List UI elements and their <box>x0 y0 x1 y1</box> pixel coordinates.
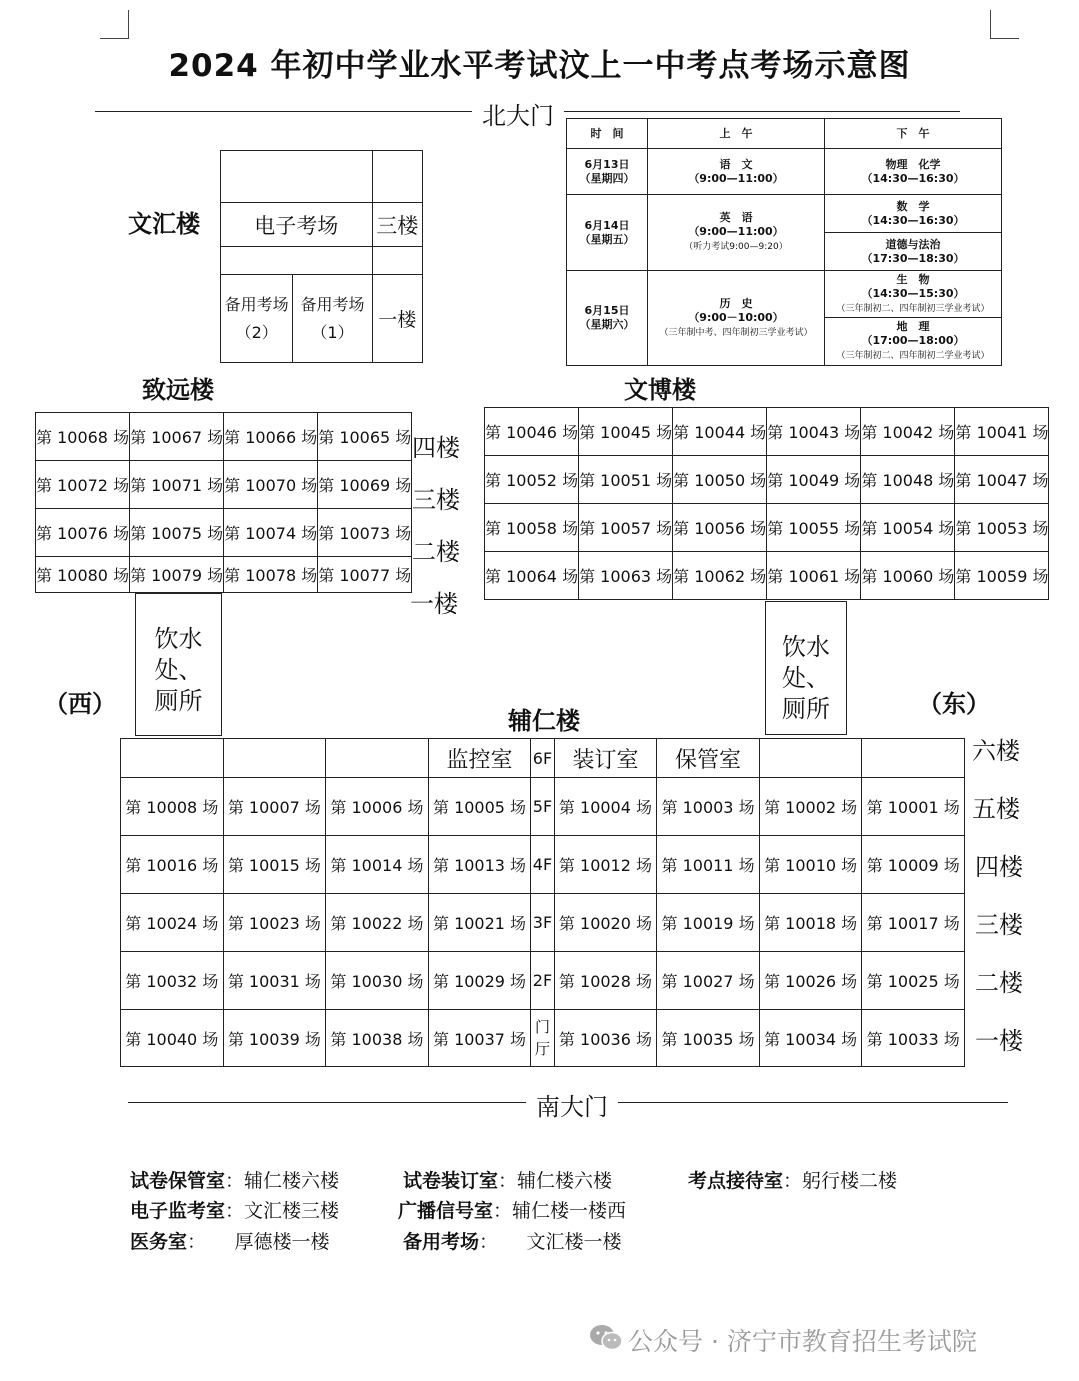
wenhui-floor1-label: 一楼 <box>372 275 422 363</box>
info-paper-binding: 试卷装订室：辅仁楼六楼 <box>403 1170 613 1192</box>
exam-room: 第 10068 场 <box>36 413 130 461</box>
exam-room: 第 10063 场 <box>579 552 673 600</box>
exam-room: 第 10033 场 <box>862 1010 965 1067</box>
exam-room: 第 10022 场 <box>326 894 429 952</box>
exam-room: 第 10034 场 <box>759 1010 862 1067</box>
wenbo-building-name: 文博楼 <box>624 376 696 404</box>
exam-room: 第 10009 场 <box>862 836 965 894</box>
exam-room: 第 10029 场 <box>428 952 531 1010</box>
wenhui-building <box>220 150 423 363</box>
exam-room: 第 10058 场 <box>485 504 579 552</box>
crop-mark-left <box>100 10 129 39</box>
zhiyuan-building-name: 致远楼 <box>142 376 214 404</box>
furen-building <box>120 738 965 1067</box>
exam-room: 第 10013 场 <box>428 836 531 894</box>
exam-room: 第 10079 场 <box>130 557 224 593</box>
exam-room: 第 10057 场 <box>579 504 673 552</box>
backup-room-1: 备用考场 （1） <box>293 275 372 363</box>
schedule-day2-pm2: 道德与法治 （17:30—18:30） <box>825 233 1002 271</box>
exam-room: 第 10019 场 <box>657 894 760 952</box>
exam-room: 第 10023 场 <box>223 894 326 952</box>
watermark-text: 公众号 · 济宁市教育招生考试院 <box>628 1327 977 1356</box>
exam-room: 第 10046 场 <box>485 408 579 456</box>
exam-room: 第 10021 场 <box>428 894 531 952</box>
floor-4f-label: 4F <box>531 836 554 894</box>
binding-room: 装订室 <box>554 739 657 778</box>
wenhui-floor3-label: 三楼 <box>372 203 422 247</box>
exam-room: 第 10053 场 <box>955 504 1049 552</box>
exam-room: 第 10065 场 <box>318 413 412 461</box>
exam-room: 第 10059 场 <box>955 552 1049 600</box>
exam-room: 第 10040 场 <box>121 1010 224 1067</box>
exam-room: 第 10008 场 <box>121 778 224 836</box>
exam-room: 第 10056 场 <box>673 504 767 552</box>
exam-room: 第 10006 场 <box>326 778 429 836</box>
exam-room: 第 10027 场 <box>657 952 760 1010</box>
water-toilet-west: 饮水 处、 厕所 <box>135 593 222 736</box>
exam-room: 第 10024 场 <box>121 894 224 952</box>
schedule-header-am: 上 午 <box>648 119 825 149</box>
backup-room-2: 备用考场 （2） <box>221 275 293 363</box>
wenbo-building <box>484 407 1049 600</box>
exam-room: 第 10048 场 <box>861 456 955 504</box>
exam-room: 第 10061 场 <box>767 552 861 600</box>
exam-schedule-table <box>566 118 1002 366</box>
schedule-day2-am: 英 语 （9:00—11:00） （听力考试9:00—9:20） <box>648 195 825 271</box>
crop-mark-right <box>990 10 1019 39</box>
exam-room: 第 10005 场 <box>428 778 531 836</box>
schedule-header-time: 时 间 <box>567 119 648 149</box>
exam-room: 第 10041 场 <box>955 408 1049 456</box>
exam-room: 第 10076 场 <box>36 509 130 557</box>
exam-room: 第 10077 场 <box>318 557 412 593</box>
middle-floor-label: 四楼 <box>412 434 460 462</box>
floor-5f-label: 5F <box>531 778 554 836</box>
schedule-day3-pm1: 生 物 （14:30—15:30） （三年制初二、四年制初三学业考试） <box>825 271 1002 318</box>
furen-floor-label: 一楼 <box>975 1027 1023 1055</box>
west-direction-label: （西） <box>44 690 116 718</box>
schedule-day2-pm1: 数 学 （14:30—16:30） <box>825 195 1002 233</box>
south-gate-label: 南大门 <box>526 1087 618 1122</box>
exam-room: 第 10016 场 <box>121 836 224 894</box>
exam-room: 第 10054 场 <box>861 504 955 552</box>
storage-room: 保管室 <box>657 739 760 778</box>
exam-room: 第 10030 场 <box>326 952 429 1010</box>
exam-room: 第 10052 场 <box>485 456 579 504</box>
monitor-room: 监控室 <box>428 739 531 778</box>
furen-floor-label: 三楼 <box>975 911 1023 939</box>
info-reception: 考点接待室：躬行楼二楼 <box>688 1170 898 1192</box>
middle-floor-label: 一楼 <box>410 590 458 618</box>
info-broadcast: 广播信号室：辅仁楼一楼西 <box>398 1200 627 1222</box>
exam-room: 第 10003 场 <box>657 778 760 836</box>
water-toilet-east: 饮水 处、 厕所 <box>765 601 847 735</box>
exam-room: 第 10047 场 <box>955 456 1049 504</box>
middle-floor-label: 三楼 <box>412 486 460 514</box>
schedule-day1-am: 语 文 （9:00—11:00） <box>648 149 825 195</box>
exam-room: 第 10004 场 <box>554 778 657 836</box>
page-title: 2024 年初中学业水平考试汶上一中考点考场示意图 <box>168 48 911 84</box>
electronic-exam-room: 电子考场 <box>221 203 373 247</box>
exam-room: 第 10071 场 <box>130 461 224 509</box>
exam-room: 第 10026 场 <box>759 952 862 1010</box>
info-paper-storage: 试卷保管室：辅仁楼六楼 <box>130 1170 340 1192</box>
floor-3f-label: 3F <box>531 894 554 952</box>
exam-room: 第 10078 场 <box>224 557 318 593</box>
exam-room: 第 10060 场 <box>861 552 955 600</box>
info-backup: 备用考场： 文汇楼一楼 <box>403 1231 622 1253</box>
floor-6f-label: 6F <box>531 739 554 778</box>
exam-room: 第 10073 场 <box>318 509 412 557</box>
furen-floor-label: 二楼 <box>975 969 1023 997</box>
exam-room: 第 10049 场 <box>767 456 861 504</box>
info-e-monitor: 电子监考室：文汇楼三楼 <box>130 1200 340 1222</box>
exam-room: 第 10066 场 <box>224 413 318 461</box>
exam-room: 第 10051 场 <box>579 456 673 504</box>
schedule-day1-date: 6月13日 （星期四） <box>567 149 648 195</box>
exam-room: 第 10012 场 <box>554 836 657 894</box>
lobby-label: 门 厅 <box>531 1010 554 1067</box>
exam-room: 第 10017 场 <box>862 894 965 952</box>
exam-room: 第 10044 场 <box>673 408 767 456</box>
exam-room: 第 10031 场 <box>223 952 326 1010</box>
exam-room: 第 10035 场 <box>657 1010 760 1067</box>
furen-building-name: 辅仁楼 <box>508 707 580 735</box>
exam-room: 第 10036 场 <box>554 1010 657 1067</box>
exam-room: 第 10055 场 <box>767 504 861 552</box>
floor-2f-label: 2F <box>531 952 554 1010</box>
exam-room: 第 10032 场 <box>121 952 224 1010</box>
exam-room: 第 10020 场 <box>554 894 657 952</box>
exam-room: 第 10042 场 <box>861 408 955 456</box>
info-medical: 医务室： 厚德楼一楼 <box>130 1231 330 1253</box>
exam-room: 第 10067 场 <box>130 413 224 461</box>
exam-room: 第 10070 场 <box>224 461 318 509</box>
furen-floor-label: 五楼 <box>972 795 1020 823</box>
furen-floor-label: 四楼 <box>975 853 1023 881</box>
exam-room: 第 10043 场 <box>767 408 861 456</box>
schedule-day3-pm2: 地 理 （17:00—18:00） （三年制初二、四年制初二学业考试） <box>825 318 1002 366</box>
exam-room: 第 10064 场 <box>485 552 579 600</box>
schedule-day2-date: 6月14日 （星期五） <box>567 195 648 271</box>
wenhui-building-name: 文汇楼 <box>128 210 200 238</box>
exam-room: 第 10025 场 <box>862 952 965 1010</box>
exam-room: 第 10080 场 <box>36 557 130 593</box>
schedule-day1-pm: 物理 化学 （14:30—16:30） <box>825 149 1002 195</box>
exam-room: 第 10002 场 <box>759 778 862 836</box>
exam-room: 第 10001 场 <box>862 778 965 836</box>
exam-room: 第 10037 场 <box>428 1010 531 1067</box>
schedule-day3-date: 6月15日 （星期六） <box>567 271 648 366</box>
exam-room: 第 10028 场 <box>554 952 657 1010</box>
exam-room: 第 10007 场 <box>223 778 326 836</box>
exam-room: 第 10011 场 <box>657 836 760 894</box>
schedule-header-pm: 下 午 <box>825 119 1002 149</box>
exam-room: 第 10038 场 <box>326 1010 429 1067</box>
schedule-day3-am: 历 史 （9:00－10:00） （三年制中考、四年制初三学业考试） <box>648 271 825 366</box>
exam-room: 第 10015 场 <box>223 836 326 894</box>
east-direction-label: （东） <box>918 690 990 718</box>
exam-room: 第 10010 场 <box>759 836 862 894</box>
exam-room: 第 10069 场 <box>318 461 412 509</box>
exam-room: 第 10039 场 <box>223 1010 326 1067</box>
exam-room: 第 10014 场 <box>326 836 429 894</box>
exam-room: 第 10072 场 <box>36 461 130 509</box>
exam-room: 第 10062 场 <box>673 552 767 600</box>
middle-floor-label: 二楼 <box>412 538 460 566</box>
exam-room: 第 10045 场 <box>579 408 673 456</box>
north-gate-label: 北大门 <box>472 96 564 131</box>
zhiyuan-building <box>35 412 412 593</box>
furen-floor-label: 六楼 <box>972 737 1020 765</box>
exam-room: 第 10018 场 <box>759 894 862 952</box>
exam-room: 第 10050 场 <box>673 456 767 504</box>
exam-room: 第 10075 场 <box>130 509 224 557</box>
exam-room: 第 10074 场 <box>224 509 318 557</box>
wechat-icon <box>588 1323 624 1353</box>
